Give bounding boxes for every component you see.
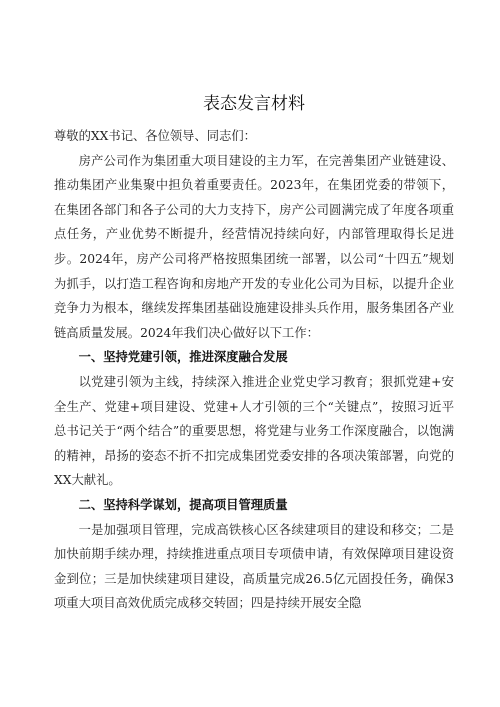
section-body-2: 一是加强项目管理，完成高铁核心区各续建项目的建设和移交；二是加快前期手续办理，持续推进重点项目专项债申请，有效保障项目建设资金到位；三是加快续建项目建设，高质量完成26.5亿元固投任务，确保3项重大项目高效优质完成移交转固；四是持续开展安全隐 <box>54 522 454 611</box>
section-body-1: 以党建引领为主线，持续深入推进企业党史学习教育；狠抓党建+安全生产、党建+项目建设、党建+人才引领的三个“关键点”，按照习近平总书记关于“两个结合”的重要思想，将党建与业务工作深度融合，以饱满的精神，昂扬的姿态不折不扣完成集团党委安排的各项决策部署，向党的XX大献礼。 <box>54 374 454 488</box>
document-title: 表态发言材料 <box>203 94 305 114</box>
section-heading-2: 二、坚持科学谋划，提高项目管理质量 <box>78 497 288 512</box>
intro-paragraph: 房产公司作为集团重大项目建设的主力军，在完善集团产业链建设、推动集团产业集聚中担负着重要责任。2023年，在集团党委的带领下，在集团各部门和各子公司的大力支持下，房产公司圆满完成了年度各项重点任务，产业优势不断提升，经营情况持续向好，内部管理取得长足进步。2024年，房产公司将严格按照集团统一部署，以公司“十四五”规划为抓手，以打造工程咨询和房地产开发的专业化公司为目标，以提升企业竞争力为根本，继续发挥集团基础设施建设排头兵作用，服务集团各产业链高质量发展。2024年我们决心做好以下工作： <box>54 153 454 340</box>
section-heading-1: 一、坚持党建引领，推进深度融合发展 <box>78 350 288 365</box>
salutation: 尊敬的XX书记、各位领导、同志们： <box>54 129 256 143</box>
document-body <box>54 92 454 616</box>
